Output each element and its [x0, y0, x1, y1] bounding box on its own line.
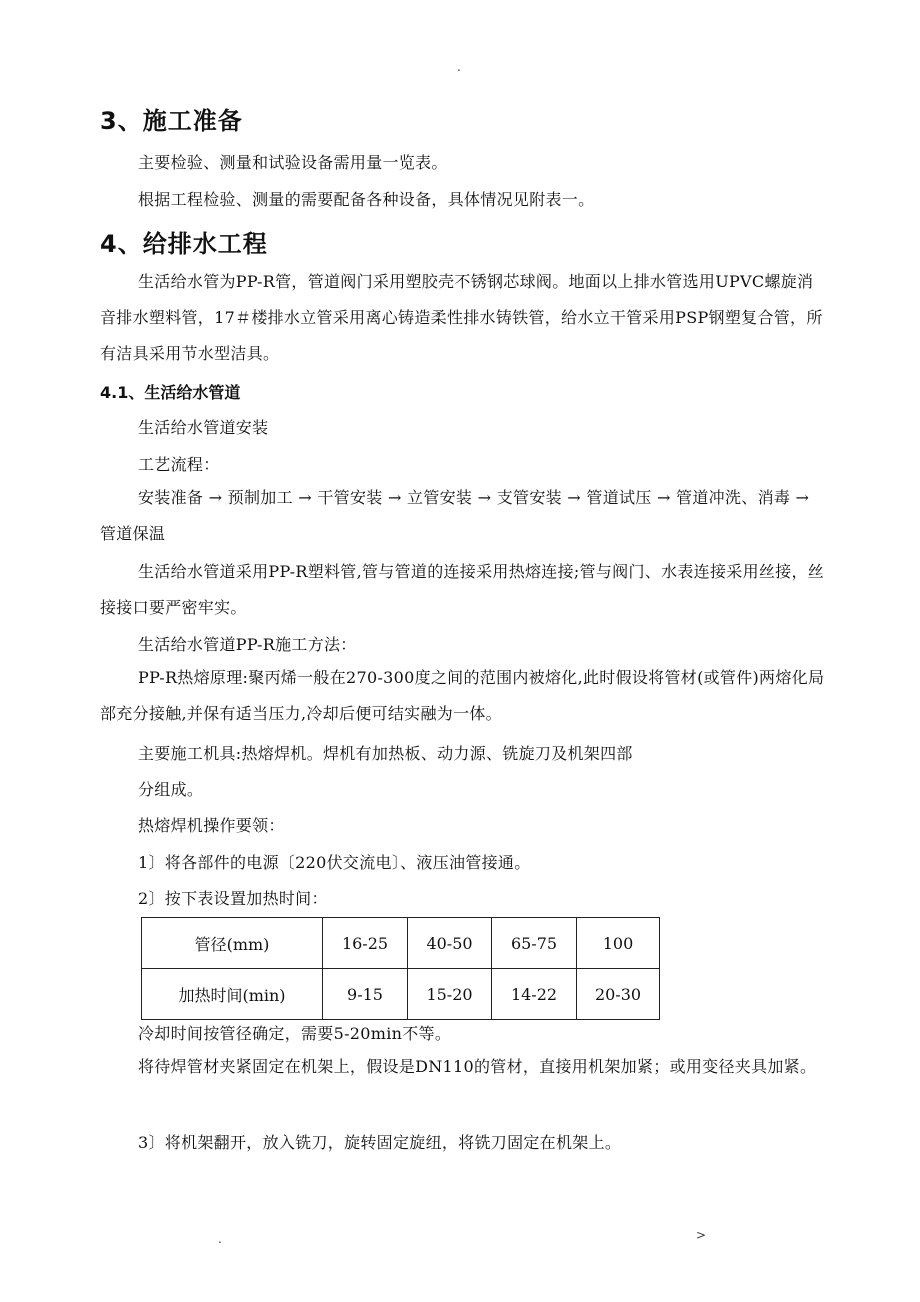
- cooling-line: 冷却时间按管径确定，需要5-20min不等。: [138, 1024, 452, 1043]
- table-row: [142, 918, 660, 969]
- clamp-para: 将待焊管材夹紧固定在机架上，假设是DN110的管材，直接用机架加紧；或用变径夹具加紧。: [138, 1057, 817, 1076]
- flow-label: 工艺流程：: [138, 455, 220, 474]
- table-cell: 9-15: [323, 969, 408, 1020]
- section-4-intro: 生活给水管为PP-R管，管道阀门采用塑胶壳不锈钢芯球阀。地面以上排水管选用UPVC螺旋消音排水塑料管，17＃楼排水立管采用离心铸造柔性排水铸铁管，给水立干管采用PSP钢塑复合管，所有洁具采用节水型洁具。: [100, 272, 823, 363]
- section-4-heading: 4、给排水工程: [100, 230, 268, 258]
- section-3-para-1: 主要检验、测量和试验设备需用量一览表。: [138, 153, 448, 172]
- table-cell: 加热时间(min): [142, 969, 323, 1020]
- tools-line-2: 分组成。: [138, 780, 204, 799]
- method-label: 生活给水管道PP-R施工方法：: [138, 635, 357, 654]
- footer-right-mark: >: [696, 1228, 707, 1242]
- section-3-heading: 3、施工准备: [100, 107, 243, 135]
- section-3-para-2: 根据工程检验、测量的需要配备各种设备，具体情况见附表一。: [138, 190, 595, 209]
- principle-para: PP-R热熔原理:聚丙烯一般在270-300度之间的范围内被熔化,此时假设将管材(或管件)两熔化局部充分接触,并保有适当压力,冷却后便可结实融为一体。: [100, 668, 825, 723]
- footer-left-mark: .: [218, 1232, 222, 1246]
- table-cell: 20-30: [577, 969, 660, 1020]
- ops-label: 热熔焊机操作要领：: [138, 816, 285, 835]
- connection-para: 生活给水管道采用PP-R塑料管,管与管道的连接采用热熔连接;管与阀门、水表连接采用丝接，丝接接口要严密牢实。: [100, 562, 825, 617]
- step-1: 1〕将各部件的电源〔220伏交流电〕、液压油管接通。: [138, 853, 531, 872]
- table-row: [142, 969, 660, 1020]
- step-3: 3〕将机架翻开，放入铣刀，旋转固定旋纽，将铣刀固定在机架上。: [138, 1133, 622, 1152]
- table-cell: 管径(mm): [142, 918, 323, 969]
- table-cell: 14-22: [492, 969, 577, 1020]
- install-line: 生活给水管道安装: [138, 418, 269, 437]
- table-cell: 100: [577, 918, 660, 969]
- header-mark: .: [457, 60, 461, 74]
- step-2: 2〕按下表设置加热时间：: [138, 889, 328, 908]
- table-cell: 15-20: [408, 969, 492, 1020]
- process-flow: 安装准备 → 预制加工 → 干管安装 → 立管安装 → 支管安装 → 管道试压 → 管道冲洗、消毒 → 管道保温: [100, 488, 810, 543]
- table-cell: 65-75: [492, 918, 577, 969]
- table-cell: 40-50: [408, 918, 492, 969]
- heating-time-table: [141, 917, 660, 1020]
- tools-line-1: 主要施工机具:热熔焊机。焊机有加热板、动力源、铣旋刀及机架四部: [138, 744, 633, 763]
- section-4-1-heading: 4.1、生活给水管道: [100, 383, 241, 402]
- table-cell: 16-25: [323, 918, 408, 969]
